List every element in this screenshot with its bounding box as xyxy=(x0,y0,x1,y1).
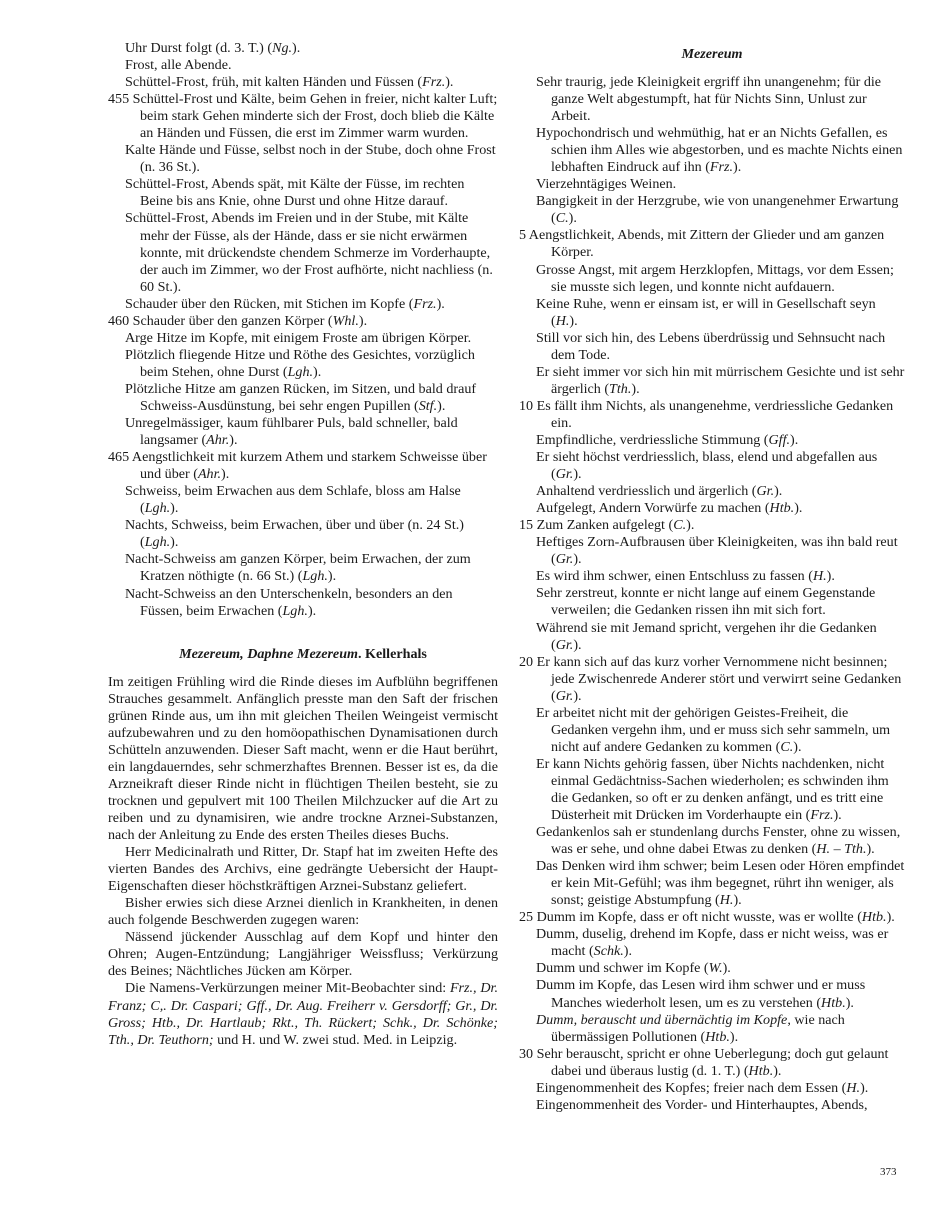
observer-abbreviation: H. xyxy=(846,1079,861,1096)
observer-abbreviation: Gr. xyxy=(555,687,574,704)
observer-abbreviation: Lgh. xyxy=(144,500,171,517)
section-title: Mezereum, Daphne Mezereum. Kellerhals xyxy=(179,645,427,662)
symptom-entry: 465 Aengstlichkeit mit kurzem Athem und starkem Schweisse über und über (Ahr.). xyxy=(108,449,487,483)
symptom-entry: Gedankenlos sah er stundenlang durchs Fenster, ohne zu wissen, was er sehe, und ohne dabei Etwas zu denken (H. – Tth.). xyxy=(536,824,901,858)
symptom-entry: Eingenommenheit des Kopfes; freier nach dem Essen (H.). xyxy=(536,1079,869,1096)
observer-abbreviation: Lgh. xyxy=(302,568,328,585)
observer-abbreviation: Gr. xyxy=(555,551,574,568)
symptom-entry: 25 Dumm im Kopfe, dass er oft nicht wusste, was er wollte (Htb.). xyxy=(519,909,895,926)
symptom-entry: Schüttel-Frost, Abends im Freien und in der Stube, mit Kälte mehr der Füsse, als der Hände, dass er sie nicht erwärmen konnte, mit drückendste chendem Schmerze im Vorderhaupte, der auch im Zimmer, wo der Frost aufhörte, nicht nachliess (n. 60 St.). xyxy=(125,210,493,295)
symptom-entry: Frost, alle Abende. xyxy=(125,57,232,74)
symptom-entry: Nacht-Schweiss am ganzen Körper, beim Erwachen, der zum Kratzen nöthigte (n. 66 St.) (Lgh.). xyxy=(125,551,471,585)
symptom-entry: Aufgelegt, Andern Vorwürfe zu machen (Htb.). xyxy=(536,500,803,517)
symptom-entry: Plötzlich fliegende Hitze und Röthe des Gesichtes, vorzüglich beim Stehen, ohne Durst (Lgh.). xyxy=(125,346,475,380)
observer-abbreviation: Gff. xyxy=(768,431,791,448)
observer-abbreviation: C. xyxy=(780,738,794,755)
stapf-paragraph: Herr Medicinalrath und Ritter, Dr. Stapf hat im zweiten Hefte des vierten Bandes des Archivs, eine gedrängte Uebersicht der Haupt-Eigenschaften dieser höchstkräftigen Arznei-Substanz geliefert. xyxy=(108,844,498,895)
observer-abbreviation: H. xyxy=(555,312,570,329)
observer-abbreviation: Schk. xyxy=(593,943,624,960)
symptom-entry: Empfindliche, verdriessliche Stimmung (Gff.). xyxy=(536,431,799,448)
observer-abbreviation: Lgh. xyxy=(287,363,314,380)
symptom-entry: 15 Zum Zanken aufgelegt (C.). xyxy=(519,517,695,534)
observer-abbreviation: Htb. xyxy=(748,1062,774,1079)
symptom-entry: 455 Schüttel-Frost und Kälte, beim Gehen in freier, nicht kalter Luft; beim stark Gehen minderte sich der Frost, doch blieb die Kälte an Händen und Füssen, die erst im Zimmer warm wurden. xyxy=(108,91,498,142)
symptom-entry: Schüttel-Frost, früh, mit kalten Händen und Füssen (Frz.). xyxy=(125,74,454,91)
symptom-entry: Kalte Hände und Füsse, selbst noch in der Stube, doch ohne Frost (n. 36 St.). xyxy=(125,142,496,176)
symptom-list-continued xyxy=(108,40,498,620)
symptom-entry: Dumm, berauscht und übernächtig im Kopfe, wie nach übermässigen Pollutionen (Htb.). xyxy=(536,1011,845,1045)
complaints-paragraph: Nässend jückender Ausschlag auf dem Kopf und hinter den Ohren; Augen-Entzündung; Langjähriger Weissfluss; Verkürzung des Beines; Nächtliches Jücken am Körper. xyxy=(108,929,498,980)
observer-abbreviation: Ahr. xyxy=(206,432,230,449)
symptom-entry: Eingenommenheit des Vorder- und Hinterhauptes, Abends, xyxy=(536,1096,868,1113)
symptom-entry: 5 Aengstlichkeit, Abends, mit Zittern der Glieder und am ganzen Körper. xyxy=(519,227,885,261)
symptom-entry: Er sieht höchst verdriesslich, blass, elend und abgefallen aus (Gr.). xyxy=(536,449,878,483)
observer-abbreviation: Htb. xyxy=(821,994,846,1011)
observer-abbreviation: H. – Tth. xyxy=(816,841,867,858)
symptom-entry: Dumm im Kopfe, das Lesen wird ihm schwer und er muss Manches wiederholt lesen, um es zu verstehen (Htb.). xyxy=(536,977,866,1011)
observer-abbreviation: Gr. xyxy=(555,466,574,483)
observer-abbreviation: W. xyxy=(708,960,723,977)
observer-abbreviation: Ahr. xyxy=(197,466,222,483)
observer-abbreviation: Frz. xyxy=(413,295,437,312)
symptom-entry: Grosse Angst, mit argem Herzklopfen, Mittags, vor dem Essen; sie musste sich legen, und konnte nicht aufdauern. xyxy=(536,261,894,295)
abbreviations-paragraph: Die Namens-Verkürzungen meiner Mit-Beobachter sind: Frz., Dr. Franz; C,. Dr. Caspari; Gff., Dr. Aug. Freiherr v. Gersdorff; Gr., Dr. Gross; Htb., Dr. Hartlaub; Rkt., Th. Rückert; Schk., Dr. Schönke; Tth., Dr. Teuthorn; und H. und W. zwei stud. Med. in Leipzig. xyxy=(108,980,498,1048)
running-header: Mezereum xyxy=(681,46,743,62)
left-column xyxy=(108,40,498,1049)
symptom-entry: 10 Es fällt ihm Nichts, als unangenehme, verdriessliche Gedanken ein. xyxy=(519,397,894,431)
symptom-entry: Er kann Nichts gehörig fassen, über Nichts nachdenken, nicht einmal Gedächtniss-Sachen wiederholen; es schwinden ihm die Gedanken, so oft er zu denken anfängt, und es tritt eine Düsterheit mit Drücken im Vorderhaupte ein (Frz.). xyxy=(536,755,889,824)
observer-abbreviation: Htb. xyxy=(769,500,795,517)
symptom-entry: Schweiss, beim Erwachen aus dem Schlafe, bloss am Halse (Lgh.). xyxy=(125,483,461,517)
observer-abbreviation: Lgh. xyxy=(144,534,171,551)
observer-abbreviation: Frz. xyxy=(422,74,446,91)
symptom-entry: Dumm, duselig, drehend im Kopfe, dass er nicht weiss, was er macht (Schk.). xyxy=(536,926,889,960)
observer-abbreviation: Htb. xyxy=(705,1028,730,1045)
symptom-entry: Plötzliche Hitze am ganzen Rücken, im Sitzen, und bald drauf Schweiss-Ausdünstung, bei sehr engen Pupillen (Stf.). xyxy=(125,380,477,414)
observer-abbreviation: Frz. xyxy=(810,807,834,824)
observer-abbreviation: H. xyxy=(812,568,827,585)
right-column xyxy=(519,74,905,1114)
symptom-entry: 460 Schauder über den ganzen Körper (Whl.). xyxy=(108,312,368,329)
observer-abbreviation: H. xyxy=(719,892,734,909)
intro-paragraph: Im zeitigen Frühling wird die Rinde dieses im Aufblühn begriffenen Strauches gesammelt. Anfänglich presste man den Saft der frischen grünen Rinde aus, um ihn mit gleichen Theilen Weingeist vermischt aufzubewahren und zu den homöopathischen Dynamisationen durch Schütteln anzuwenden. Dieser Saft macht, wenn er die Haut berührt, ein langdauerndes, sehr schmerzhaftes Brennen. Besser ist es, da die Arzneikraft dieser Rinde nicht in flüchtigen Theilen besteht, sie zu trocknen und gepulvert mit 100 Theilen Milchzucker auf die Art zu reiben und zu dynamisiren, wie andre trockne Arznei-Substanzen, nach der Anleitung zu Ende des ersten Theiles dieses Buchs. xyxy=(108,673,498,844)
symptom-entry: Dumm und schwer im Kopfe (W.). xyxy=(536,960,731,977)
page-number: 373 xyxy=(880,1166,897,1178)
symptom-entry: Still vor sich hin, des Lebens überdrüssig und Sehnsucht nach dem Tode. xyxy=(536,329,886,363)
symptom-entry: Hypochondrisch und wehmüthig, hat er an Nichts Gefallen, es schien ihm Alles wie abgestorben, und es machte Nichts einen lebhaften Eindruck auf ihn (Frz.). xyxy=(536,125,903,176)
symptom-entry: Anhaltend verdriesslich und ärgerlich (Gr.). xyxy=(536,483,783,500)
observer-abbreviation: Tth. xyxy=(609,380,632,397)
symptom-list xyxy=(519,74,905,1114)
symptom-entry: Das Denken wird ihm schwer; beim Lesen oder Hören empfindet er kein Mit-Gefühl; was ihm begegnet, rührt ihn weniger, als sonst; geistige Abstumpfung (H.). xyxy=(536,858,905,909)
symptom-entry: Arge Hitze im Kopfe, mit einigem Froste am übrigen Körper. xyxy=(125,329,472,346)
observer-abbreviation: Frz. xyxy=(709,159,733,176)
symptom-entry: 30 Sehr berauscht, spricht er ohne Ueberlegung; doch gut gelaunt dabei und überaus lustig (d. 1. T.) (Htb.). xyxy=(519,1045,889,1079)
observer-abbreviation: Htb. xyxy=(861,909,887,926)
symptom-entry: Heftiges Zorn-Aufbrausen über Kleinigkeiten, was ihn bald reut (Gr.). xyxy=(536,534,898,568)
symptom-entry: Er arbeitet nicht mit der gehörigen Geistes-Freiheit, die Gedanken vergehn ihm, und er muss sich sehr sammeln, um nicht auf andere Gedanken zu kommen (C.). xyxy=(536,704,891,755)
symptom-entry: Unregelmässiger, kaum fühlbarer Puls, bald schneller, bald langsamer (Ahr.). xyxy=(125,415,458,449)
symptom-entry: Sehr traurig, jede Kleinigkeit ergriff ihn unangenehm; für die ganze Welt abgestumpft, hat für Nichts Sinn, Unlust zur Arbeit. xyxy=(536,74,882,125)
symptom-entry: Es wird ihm schwer, einen Entschluss zu fassen (H.). xyxy=(536,568,835,585)
symptom-entry: Er sieht immer vor sich hin mit mürrischem Gesichte und ist sehr ärgerlich (Tth.). xyxy=(536,363,905,397)
symptom-entry: Sehr zerstreut, konnte er nicht lange auf einem Gegenstande verweilen; die Gedanken rissen ihn mit sich fort. xyxy=(536,585,876,619)
symptom-entry: Keine Ruhe, wenn er einsam ist, er will in Gesellschaft seyn (H.). xyxy=(536,295,876,329)
symptom-entry: Schüttel-Frost, Abends spät, mit Kälte der Füsse, im rechten Beine bis ans Knie, ohne Durst und ohne Hitze darauf. xyxy=(125,176,465,210)
observer-abbreviation: C. xyxy=(555,210,569,227)
symptom-entry: 20 Er kann sich auf das kurz vorher Vernommene nicht besinnen; jede Zwischenrede Anderer stört und verwirrt seine Gedanken (Gr.). xyxy=(519,653,902,704)
symptom-entry: Vierzehntägiges Weinen. xyxy=(536,176,677,193)
symptom-entry: Schauder über den Rücken, mit Stichen im Kopfe (Frz.). xyxy=(125,295,445,312)
observer-abbreviation: Ng. xyxy=(272,40,293,56)
observer-abbreviation: Whl. xyxy=(332,312,359,329)
symptom-entry: Während sie mit Jemand spricht, vergehen ihr die Gedanken (Gr.). xyxy=(536,619,877,653)
observer-abbreviation: Gr. xyxy=(756,483,775,500)
symptom-entry: Nachts, Schweiss, beim Erwachen, über und über (n. 24 St.) (Lgh.). xyxy=(125,517,464,551)
symptom-entry: Bangigkeit in der Herzgrube, wie von unangenehmer Erwartung (C.). xyxy=(536,193,899,227)
symptom-entry: Nacht-Schweiss an den Unterschenkeln, besonders an den Füssen, beim Erwachen (Lgh.). xyxy=(125,585,453,619)
observer-abbreviation: Gr. xyxy=(555,636,574,653)
observer-abbreviation: C. xyxy=(673,517,687,534)
symptom-entry: Uhr Durst folgt (d. 3. T.) (Ng.). xyxy=(125,40,301,56)
observer-abbreviation: Stf. xyxy=(418,397,438,414)
usage-paragraph: Bisher erwies sich diese Arznei dienlich in Krankheiten, in denen auch folgende Beschwerden zugegen waren: xyxy=(108,895,498,929)
observer-abbreviation: Lgh. xyxy=(282,602,308,619)
